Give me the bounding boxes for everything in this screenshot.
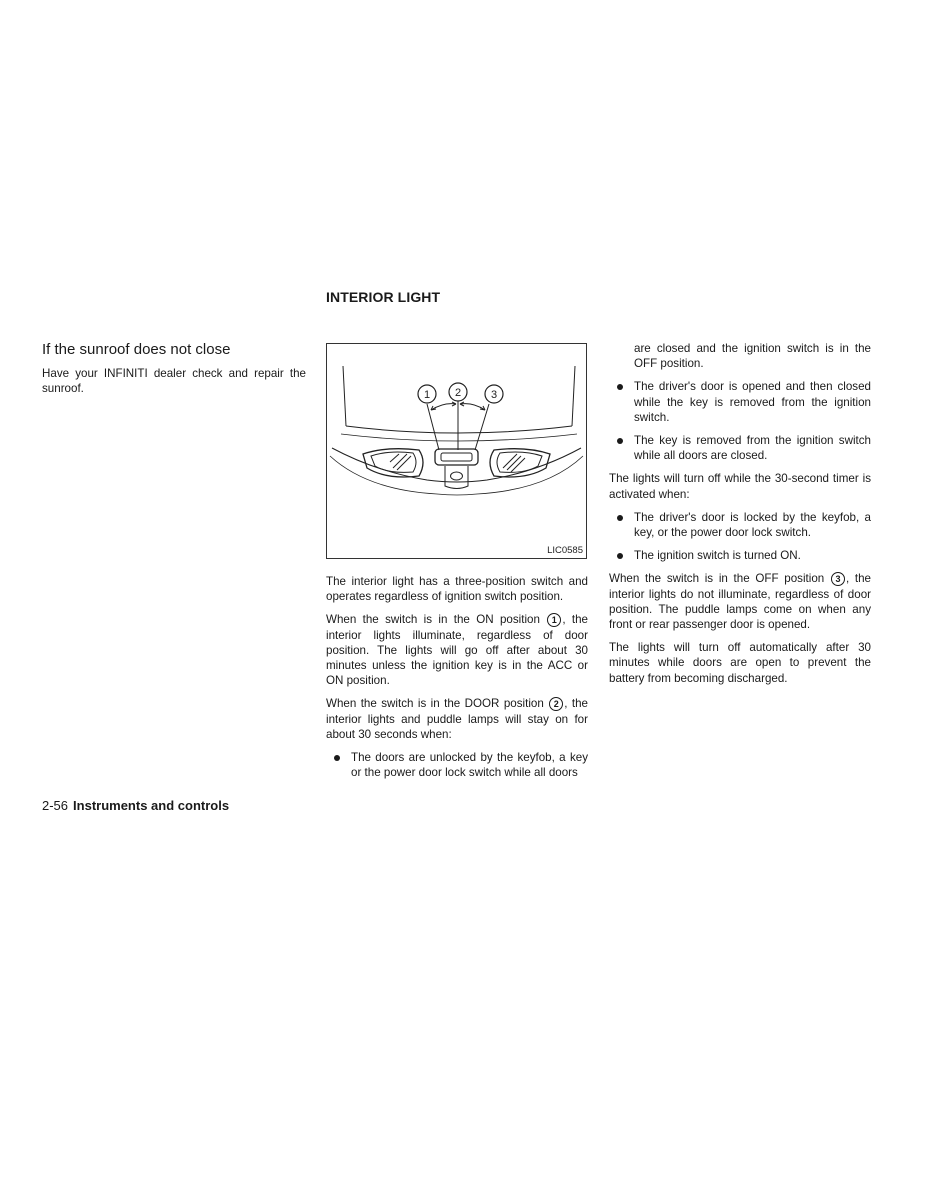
bullet-text: The doors are unlocked by the keyfob, a key or the power door lock switch while all doors [351,751,588,780]
bullet-text: The driver's door is opened and then closed while the key is removed from the ignition switch. [634,380,871,424]
interior-light-figure [326,343,587,559]
right-paragraph-2 [609,571,871,632]
right-paragraph-3: The lights will turn off automatically after 30 minutes while doors are open to prevent the battery from becoming discharged. [609,641,871,685]
mid-paragraph-3 [326,696,588,742]
page-footer [42,798,229,813]
bullet-dot-icon [617,553,623,559]
bullet-dot-icon [617,438,623,444]
chapter-title: Instruments and controls [73,798,230,813]
middle-column [326,574,588,788]
callout-1: 1 [423,389,431,401]
callout-3: 3 [490,389,498,401]
bullet-text: The ignition switch is turned ON. [634,549,801,563]
mid-p2-text-b: , the interior lights illuminate, regardless of door position. The lights will go off after about 30 minutes unless the ignition key is in the ACC or ON position. [326,613,589,688]
position-1-marker: 1 [547,613,561,627]
section-title: INTERIOR LIGHT [326,289,441,305]
bullet-continuation: are closed and the ignition switch is in the OFF position. [634,342,871,371]
bullet-item [609,379,871,425]
mid-p3-text-b: , the interior lights and puddle lamps will stay on for about 30 seconds when: [326,697,588,741]
right-column [609,341,871,694]
left-column [42,366,306,404]
mid-paragraph-2 [326,612,588,688]
subsection-heading: If the sunroof does not close [42,341,231,358]
bullet-item [609,433,871,463]
bullet-item [326,750,588,780]
bullet-dot-icon [617,515,623,521]
position-2-marker: 2 [549,697,563,711]
sunroof-paragraph: Have your INFINITI dealer check and repair the sunroof. [42,367,306,396]
bullet-dot-icon [617,384,623,390]
mid-paragraph-1: The interior light has a three-position switch and operates regardless of ignition switch position. [326,575,588,604]
interior-light-illustration [327,344,586,558]
mid-p3-text-a: When the switch is in the DOOR position [326,697,544,711]
right-p2-text-a: When the switch is in the OFF position [609,572,825,586]
right-p2-text-b: , the interior lights do not illuminate, regardless of door position. The puddle lamps come on when any front or rear passenger door is opened. [609,572,871,632]
figure-label: LIC0585 [547,545,583,556]
bullet-text: The driver's door is locked by the keyfob, a key, or the power door lock switch. [634,510,871,540]
callout-2: 2 [454,387,462,399]
page-number: 2-56 [42,798,69,813]
bullet-text: The key is removed from the ignition switch while all doors are closed. [634,434,871,463]
position-3-marker: 3 [831,572,845,586]
mid-p2-text-a: When the switch is in the ON position [326,613,540,627]
right-paragraph-1: The lights will turn off while the 30-second timer is activated when: [609,472,871,501]
bullet-item [609,510,871,540]
bullet-item [609,548,871,563]
bullet-dot-icon [334,755,340,761]
